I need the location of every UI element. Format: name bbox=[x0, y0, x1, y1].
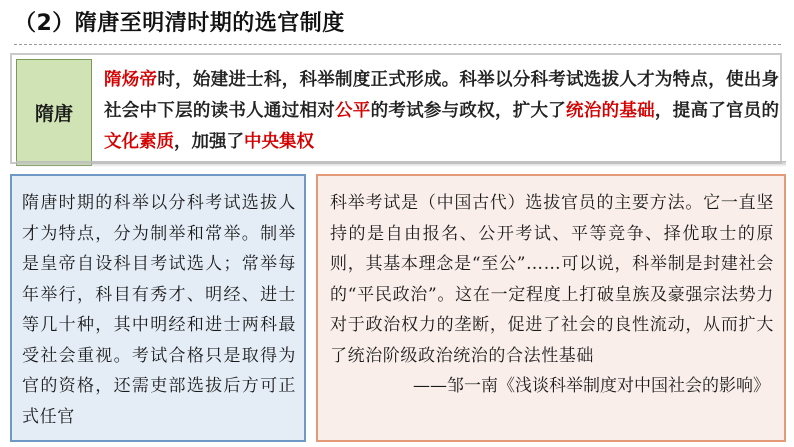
summary-box-shadow bbox=[16, 161, 786, 167]
summary-segment: 文化素质 bbox=[104, 132, 174, 152]
quotation-citation: ——邹一南《浅谈科举制度对中国社会的影响》 bbox=[413, 376, 770, 396]
summary-segment: ，加强了 bbox=[174, 132, 244, 152]
keju-description-panel bbox=[10, 174, 306, 442]
keju-description-text: 隋唐时期的科举以分科考试选拔人才为特点，分为制举和常举。制举是皇帝自设科目考试选人；常举每年举行，科目有秀才、明经、进士等几十种，其中明经和进士两科最受社会重视。考试合格只是取得为官的资格，还需吏部选拔后方可正式任官 bbox=[22, 193, 296, 427]
summary-segment: 时，始建进士科，科举制度正式形成。科举以分科考试选拔人才为特点，使出身社会中下层的读书人通过相对 bbox=[104, 70, 779, 121]
summary-text bbox=[104, 65, 779, 158]
summary-segment: ，提高了官员的 bbox=[654, 101, 780, 121]
summary-box bbox=[10, 53, 782, 164]
summary-segment: 统治的基础 bbox=[566, 101, 655, 121]
period-label: 隋唐 bbox=[16, 59, 92, 166]
page-title: （2）隋唐至明清时期的选官制度 bbox=[14, 11, 345, 36]
summary-segment: 的考试参与政权，扩大了 bbox=[370, 101, 567, 121]
quotation-panel bbox=[316, 174, 786, 442]
title-divider bbox=[14, 44, 781, 45]
summary-segment: 中央集权 bbox=[244, 132, 314, 152]
summary-segment: 公平 bbox=[335, 101, 371, 121]
quotation-text: 科举考试是（中国古代）选拔官员的主要方法。它一直坚持的是自由报名、公开考试、平等竞争、择优取士的原则，其基本理念是“至公”……可以说，科举制是封建社会的“平民政治”。这在一定程度上打破皇族及豪强宗法势力对于政治权力的垄断，促进了社会的良性流动，从而扩大了统治阶级政治统治的合法性基础 bbox=[330, 193, 774, 366]
summary-segment: 隋炀帝 bbox=[104, 70, 158, 90]
